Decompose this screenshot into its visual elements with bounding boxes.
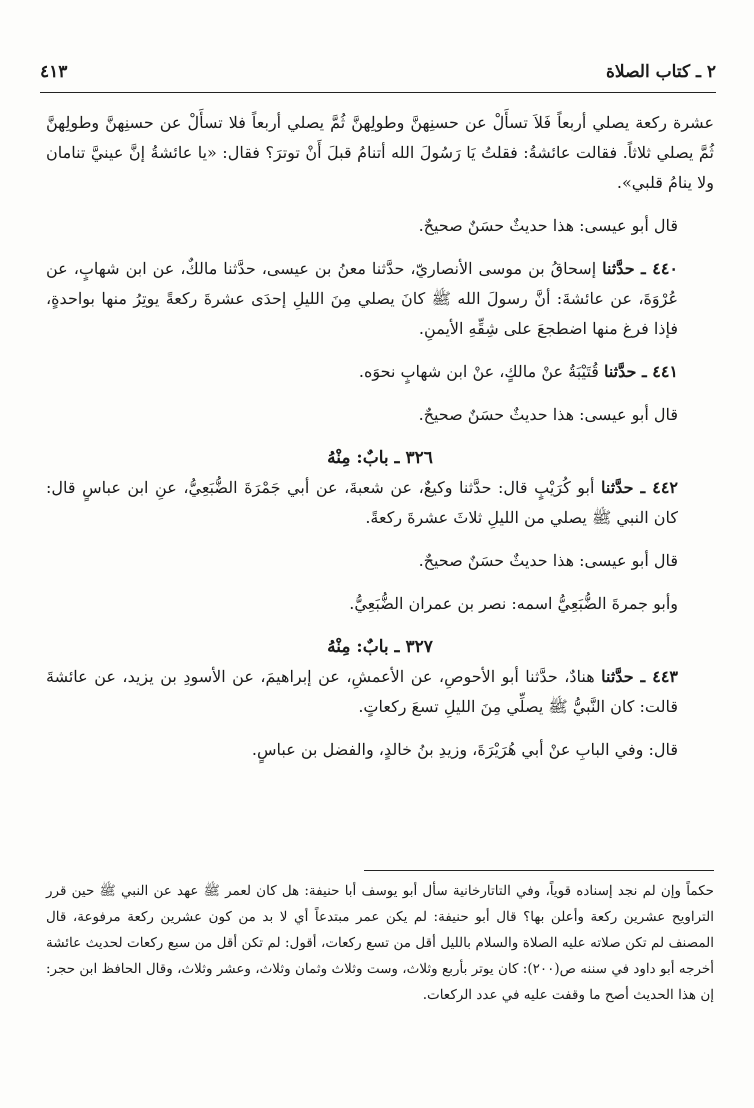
footnote-divider bbox=[364, 870, 714, 871]
hadith-442-label: ٤٤٢ ـ حدَّثنا bbox=[601, 478, 679, 497]
hadith-443 bbox=[46, 662, 714, 722]
hadith-441-text: قُتَيْبَةُ عنْ مالكٍ، عنْ ابن شهابٍ نحوَه. bbox=[358, 362, 599, 381]
footnote bbox=[46, 878, 714, 1008]
paragraph-continuation: عشرة ركعة يصلي أربعاً فَلاَ تسأَلْ عن حسنِهنَّ وطولِهنَّ ثُمَّ يصلي أربعاً فلا تسأَلْ عن حسنِهنَّ وطولِهنَّ ثُمَّ يصلي ثلاثاً. فقالت عائشةُ: فقلتُ يَا رَسُولَ الله أتنامُ قبلَ أَنْ توترَ؟ فقال: «يا عائشةُ إنَّ عينيَّ تنامان ولا ينامُ قلبي». bbox=[46, 113, 714, 192]
page-header bbox=[40, 62, 716, 93]
chapter-title: ٢ ـ كتاب الصلاة bbox=[606, 62, 716, 82]
hadith-440-label: ٤٤٠ ـ حدَّثنا bbox=[602, 259, 678, 278]
hadith-442 bbox=[46, 473, 714, 533]
hadith-440 bbox=[46, 254, 714, 344]
abu-isa-comment-1: قال أبو عيسى: هذا حديثٌ حسَنٌ صحيحٌ. bbox=[418, 216, 678, 235]
hadith-440-text: إسحاقُ بن موسى الأنصاريّ، حدَّثنا معنُ بن عيسى، حدَّثنا مالكٌ، عن ابن شهابٍ، عن عُرْوَةَ، عن عائشةَ: أنَّ رسولَ الله ﷺ كانَ يصلي مِنَ الليلِ إحدَى عشرةَ ركعةً يوتِرُ منها بواحدةٍ، فإذا فرغ منها اضطجعَ على شِقِّهِ الأيمنِ. bbox=[46, 259, 678, 338]
chapter-heading-327: ٣٢٧ ـ بابٌ: مِنْهُ bbox=[327, 637, 433, 657]
hadith-441 bbox=[46, 357, 714, 387]
abu-isa-comment-2: قال أبو عيسى: هذا حديثٌ حسَنٌ صحيحٌ. bbox=[418, 405, 678, 424]
hadith-441-label: ٤٤١ ـ حدَّثنا bbox=[603, 362, 678, 381]
page-number: ٤١٣ bbox=[40, 62, 68, 82]
footnote-text: حكماً وإن لم نجد إسناده قوياً، وفي التاتارخانية سأل أبو يوسف أبا حنيفة: هل كان لعمر ﷺ عهد عن النبي ﷺ حين قرر التراويح عشرين ركعة وأعلن بها؟ قال أبو حنيفة: لم يكن عمر مبتدعاً أي لا بد من كون عشرين ركعة مرفوعة، قال المصنف لم تكن صلاته عليه الصلاة والسلام بالليل أقل من تسع ركعات، أقول: لم تكن أقل من سبع ركعات لحديث عائشة أخرجه أبو داود في سننه ص(٢٠٠): كان يوتر بأربع وثلاث، وست وثلاث وثمان وثلاث، وعشر وثلاث، وقال الحافظ ابن حجر: إن هذا الحديث أصح ما وقفت عليه في عدد الركعات. bbox=[46, 883, 714, 1003]
chapter-heading-326: ٣٢٦ ـ بابٌ: مِنْهُ bbox=[327, 448, 433, 468]
hadith-443-label: ٤٤٣ ـ حدَّثنا bbox=[601, 667, 678, 686]
narrator-note: وأبو جمرةَ الضُّبَعِيُّ اسمه: نصر بن عمران الضُّبَعِيُّ. bbox=[349, 594, 678, 613]
main-text bbox=[46, 108, 714, 765]
chapter-references: قال: وفي البابِ عنْ أبي هُرَيْرَةَ، وزيدِ بنُ خالدٍ، والفضل بن عباسٍ. bbox=[251, 740, 678, 759]
abu-isa-comment-3: قال أبو عيسى: هذا حديثٌ حسَنٌ صحيحٌ. bbox=[418, 551, 678, 570]
hadith-443-text: هنادٌ، حدَّثنا أبو الأحوصِ، عن الأعمشِ، عن إبراهيمَ، عن الأسودِ بن يزيد، عن عائشةَ قالت: كان النَّبيُّ ﷺ يصلِّي مِنَ الليلِ تسعَ ركعاتٍ. bbox=[46, 667, 678, 716]
hadith-442-text: أبو كُرَيْبٍ قال: حدَّثنا وكيعٌ، عن شعبةَ، عن أبي جَمْرَةَ الضُّبَعِيُّ، عنِ ابن عباسٍ قال: كان النبي ﷺ يصلي من الليلِ ثلاثَ عشرةَ ركعةً. bbox=[46, 478, 678, 527]
